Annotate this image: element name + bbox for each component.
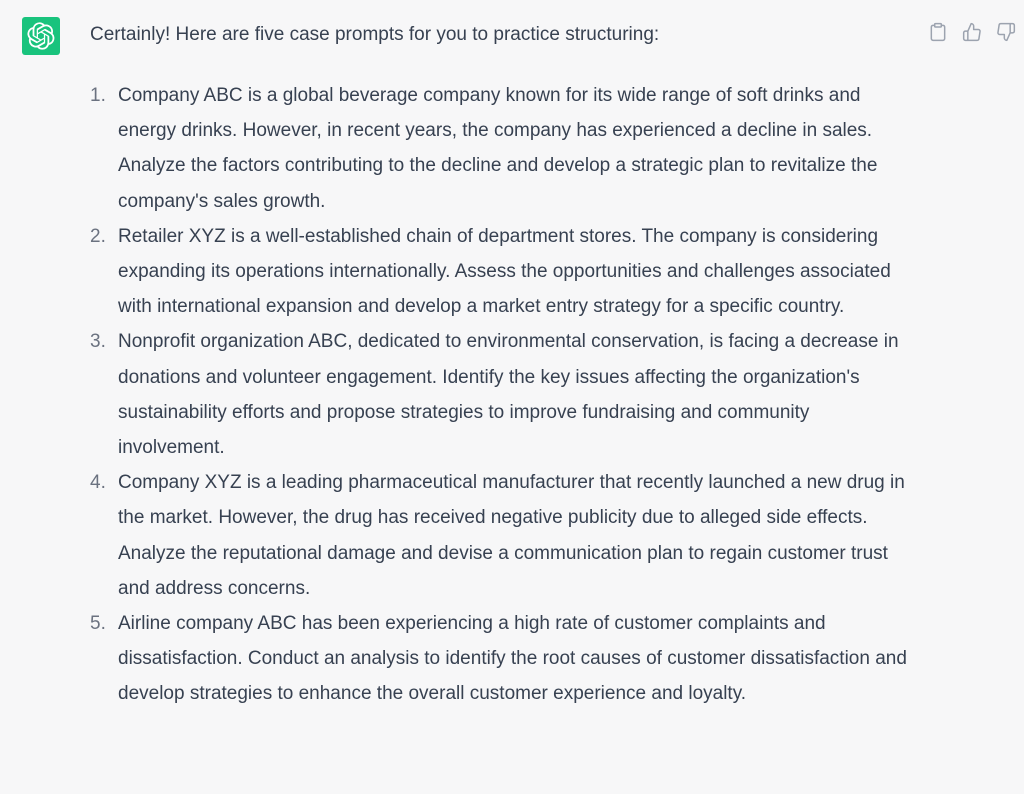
list-item [90, 465, 920, 606]
message-content [90, 20, 920, 712]
list-item [90, 324, 920, 465]
list-item [90, 606, 920, 712]
thumbs-down-icon [996, 22, 1016, 42]
list-item-text: Company XYZ is a leading pharmaceutical manufacturer that recently launched a new drug in the market. However, the drug has received negative publicity due to alleged side effects. Analyze the reputational damage and devise a communication plan to regain customer trust and address concerns. [118, 472, 905, 599]
copy-button[interactable] [926, 20, 950, 44]
assistant-avatar [22, 17, 60, 55]
thumbs-up-button[interactable] [960, 20, 984, 44]
list-item [90, 219, 920, 325]
list-item [90, 78, 920, 219]
list-item-number: 1. [90, 85, 106, 106]
list-item-text: Company ABC is a global beverage company known for its wide range of soft drinks and energy drinks. However, in recent years, the company has experienced a decline in sales. Analyze the factors contributing to the decline and develop a strategic plan to revitalize the company's sales growth. [118, 85, 878, 212]
list-item-number: 3. [90, 331, 106, 353]
thumbs-down-button[interactable] [994, 20, 1018, 44]
openai-logo-icon [27, 22, 55, 50]
case-prompt-list [90, 78, 920, 712]
list-item-number: 5. [90, 613, 106, 635]
thumbs-up-icon [962, 22, 982, 42]
list-item-number: 2. [90, 225, 106, 247]
list-item-number: 4. [90, 472, 106, 494]
list-item-text: Airline company ABC has been experiencing a high rate of customer complaints and dissatisfaction. Conduct an analysis to identify the root causes of customer dissatisfaction and develop strategies to enhance the overall customer experience and loyalty. [118, 613, 907, 705]
clipboard-icon [928, 22, 948, 42]
list-item-text: Nonprofit organization ABC, dedicated to environmental conservation, is facing a decrease in donations and volunteer engagement. Identify the key issues affecting the organization's sustainability efforts and propose strategies to improve fundraising and community involvement. [118, 331, 899, 459]
list-item-text: Retailer XYZ is a well-established chain of department stores. The company is considering expanding its operations internationally. Assess the opportunities and challenges associated with international expansion and develop a market entry strategy for a specific country. [118, 225, 891, 318]
message-actions [926, 20, 1018, 44]
message-intro: Certainly! Here are five case prompts for you to practice structuring: [90, 24, 660, 45]
